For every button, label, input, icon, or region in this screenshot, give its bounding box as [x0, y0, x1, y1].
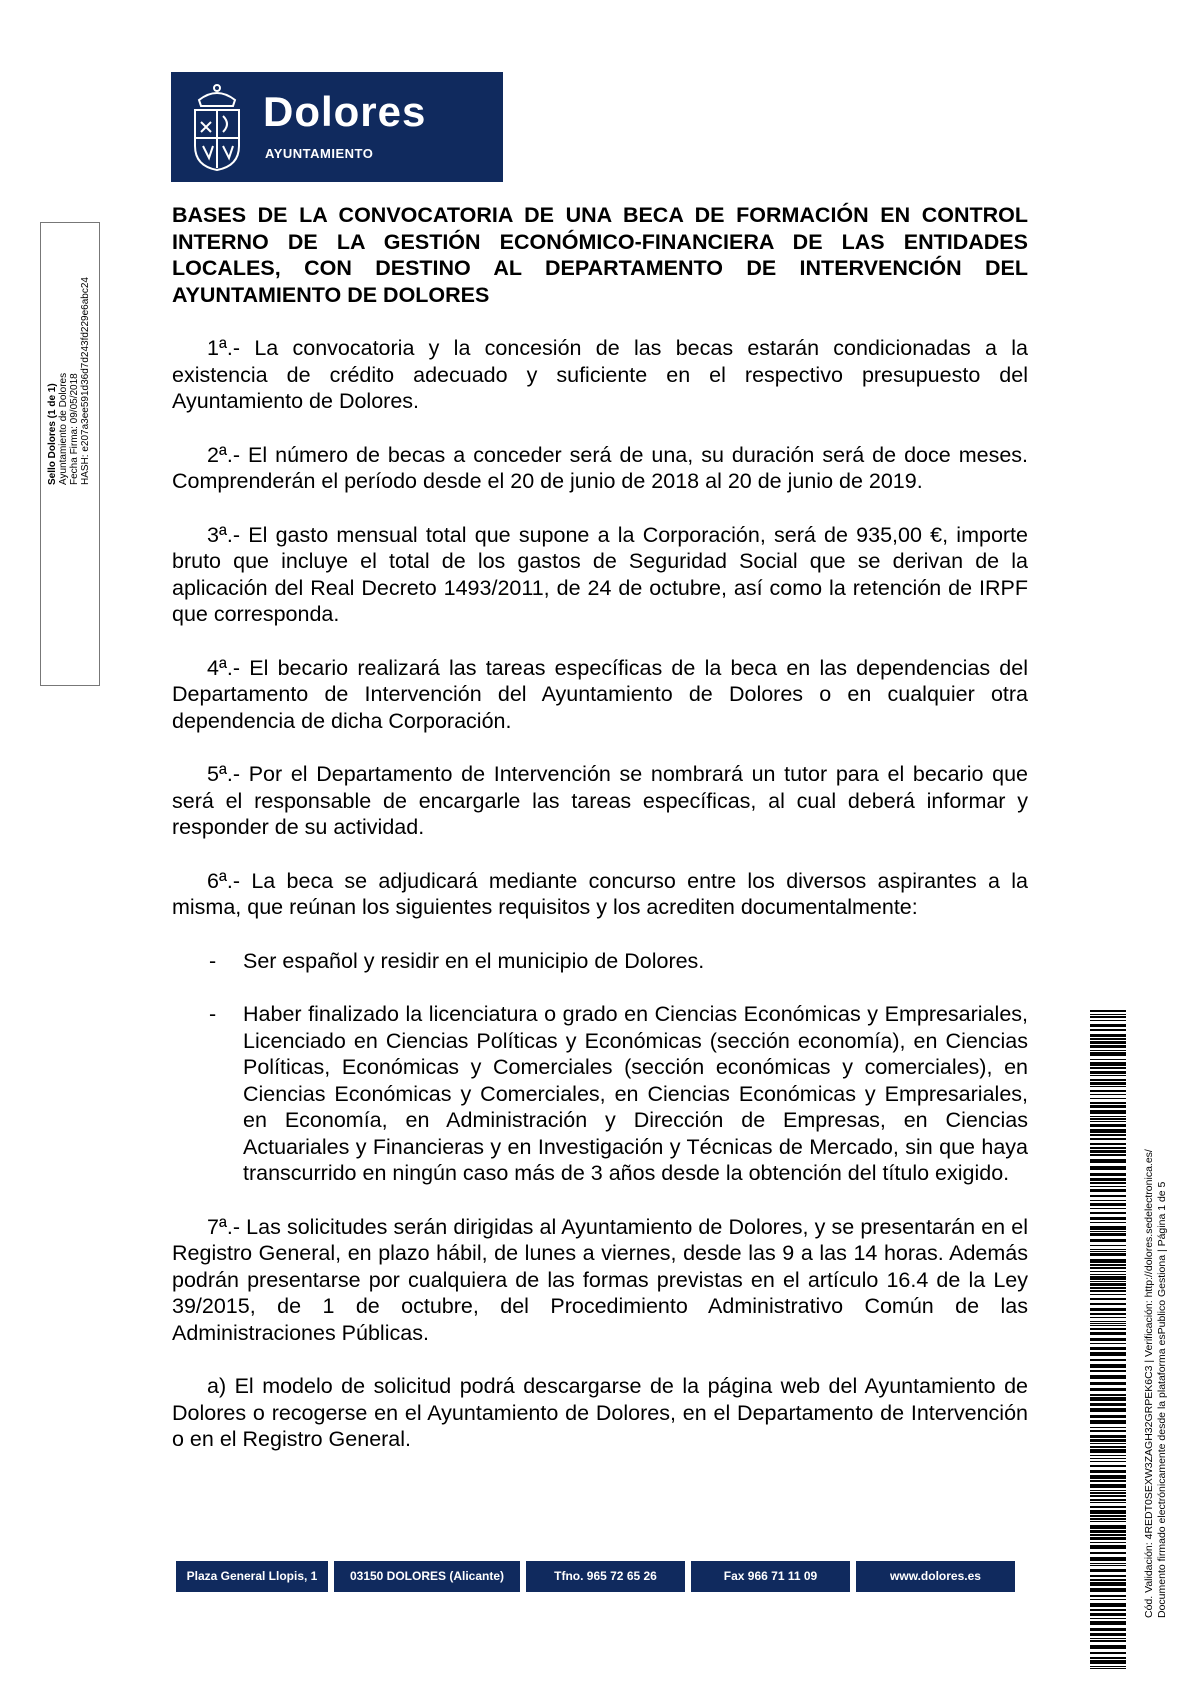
requirement-2: Haber finalizado la licenciatura o grado en Ciencias Económicas y Empresariales, Licenciado en Ciencias Políticas y Económicas (sección economía), en Ciencias Políticas, Económicas y Comerciales (sección económicas y comerciales), en Ciencias Económicas y Comerciales, en Ciencias Económicas y Empresariales, en Economía, en Administración y Dirección de Empresas, en Ciencias Actuariales y Financieras y en Investigación y Técnicas de Mercado, sin que haya transcurrido en ningún caso más de 3 años desde la obtención del título exigido.: [243, 1002, 1028, 1185]
paragraph-5: 5ª.- Por el Departamento de Intervención se nombrará un tutor para el becario que será el responsable de encargarle las tareas específicas, al cual deberá informar y responder de su actividad.: [172, 762, 1028, 839]
coat-of-arms-icon: [185, 80, 249, 174]
barcode-icon: [1090, 1010, 1126, 1670]
footer-web[interactable]: www.dolores.es: [856, 1561, 1015, 1592]
paragraph-3: 3ª.- El gasto mensual total que supone a la Corporación, será de 935,00 €, importe bruto que incluye el total de los gastos de Seguridad Social que se derivan de la aplicación del Real Decreto 1493/2011, de 24 de octubre, así como la retención de IRPF que corresponda.: [172, 522, 1028, 626]
bullet-dash: -: [209, 948, 217, 973]
paragraph-1: 1ª.- La convocatoria y la concesión de las becas estarán condicionadas a la existencia de crédito adecuado y suficiente en el respectivo presupuesto del Ayuntamiento de Dolores.: [172, 336, 1028, 413]
bullet-dash: -: [209, 1002, 217, 1026]
document-title: BASES DE LA CONVOCATORIA DE UNA BECA DE FORMACIÓN EN CONTROL INTERNO DE LA GESTIÓN ECONÓMICO-FINANCIERA DE LAS ENTIDADES LOCALES, CON DESTINO AL DEPARTAMENTO DE INTERVENCIÓN DEL AYUNTAMIENTO DE DOLORES: [172, 203, 1028, 307]
ayuntamiento-logo: [171, 72, 503, 182]
paragraph-2: 2ª.- El número de becas a conceder será de una, su duración será de doce meses. Comprenderán el período desde el 20 de junio de 2018 al 20 de junio de 2019.: [172, 442, 1028, 493]
stamp-line-4: HASH: e207a3ee591d36d7d243fd229e6abc24: [80, 277, 91, 485]
footer-fax: Fax 966 71 11 09: [691, 1561, 850, 1592]
footer-phone: Tfno. 965 72 65 26: [526, 1561, 685, 1592]
paragraph-7: 7ª.- Las solicitudes serán dirigidas al Ayuntamiento de Dolores, y se presentarán en el Registro General, en plazo hábil, de lunes a viernes, desde las 9 a las 14 horas. Además podrán presentarse por cualquiera de las formas previstas en el artículo 16.4 de la Ley 39/2015, de 1 de octubre, del Procedimiento Administrativo Común de las Administraciones Públicas.: [172, 1214, 1028, 1345]
requirement-item: [172, 1001, 1028, 1187]
footer-postal: 03150 DOLORES (Alicante): [334, 1561, 520, 1592]
logo-subtitle: AYUNTAMIENTO: [265, 146, 374, 161]
requirement-1: Ser español y residir en el municipio de Dolores.: [243, 948, 705, 973]
paragraph-4: 4ª.- El becario realizará las tareas específicas de la beca en las dependencias del Departamento de Intervención del Ayuntamiento de Dolores o en cualquier otra dependencia de dicha Corporación.: [172, 655, 1028, 733]
verification-line-2: Documento firmado electrónicamente desde la plataforma esPublico Gestiona | Página 1 de 5: [1155, 1181, 1168, 1618]
paragraph-a: a) El modelo de solicitud podrá descargarse de la página web del Ayuntamiento de Dolores o recogerse en el Ayuntamiento de Dolores, en el Departamento de Intervención o en el Registro General.: [172, 1374, 1028, 1451]
signature-stamp: [40, 222, 100, 686]
requirement-item: [172, 948, 1028, 975]
footer-address: Plaza General Llopis, 1: [176, 1561, 328, 1592]
footer-bar: [176, 1561, 1015, 1592]
stamp-line-1: Sello Dolores (1 de 1): [47, 383, 58, 485]
paragraph-6: 6ª.- La beca se adjudicará mediante concurso entre los diversos aspirantes a la misma, que reúnan los siguientes requisitos y los acrediten documentalmente:: [172, 868, 1028, 919]
logo-name: Dolores: [263, 88, 427, 135]
stamp-line-2: Ayuntamiento de Dolores: [58, 372, 69, 485]
stamp-line-3: Fecha Firma: 09/05/2018: [69, 373, 80, 485]
verification-line-1: Cód. Validación: 4REDT0SEXW3ZAGH32GRPEK6C3 | Verificación: http://dolores.sedelectronica.es/: [1143, 1149, 1155, 1618]
verification-text: [1143, 1018, 1187, 1618]
document-body: [172, 202, 1028, 1480]
